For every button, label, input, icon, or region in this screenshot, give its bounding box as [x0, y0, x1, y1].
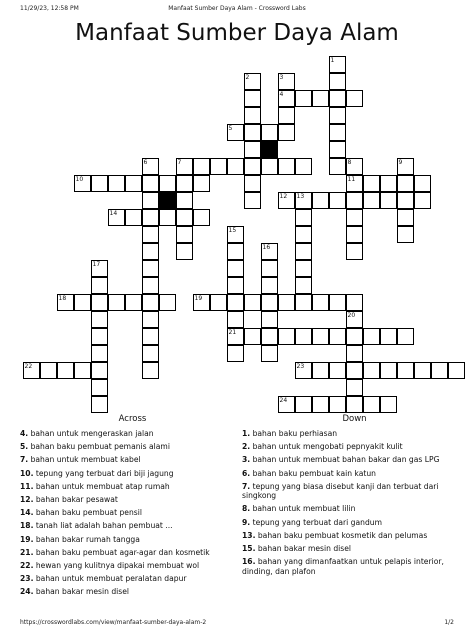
across-clue	[20, 482, 245, 492]
grid-cell[interactable]	[278, 328, 295, 345]
grid-cell[interactable]	[227, 124, 244, 141]
cell-number: 11	[347, 175, 356, 183]
print-page-number: 1/2	[444, 619, 454, 626]
grid-cell[interactable]	[346, 158, 363, 175]
grid-cell[interactable]	[227, 311, 244, 328]
grid-cell[interactable]	[244, 141, 261, 158]
grid-cell[interactable]	[91, 311, 108, 328]
grid-cell[interactable]	[244, 73, 261, 90]
across-clues	[20, 414, 245, 600]
across-clue	[20, 508, 245, 518]
grid-cell[interactable]	[176, 209, 193, 226]
grid-cell[interactable]	[278, 73, 295, 90]
grid-cell[interactable]	[295, 90, 312, 107]
grid-cell[interactable]	[312, 294, 329, 311]
grid-cell[interactable]	[346, 362, 363, 379]
grid-cell[interactable]	[91, 345, 108, 362]
across-clue	[20, 442, 245, 452]
down-clue	[242, 504, 467, 514]
cell-number: 10	[75, 175, 84, 183]
grid-cell[interactable]	[227, 260, 244, 277]
clue-text: bahan baku pembuat kosmetik dan pelumas	[255, 530, 428, 540]
across-clue	[20, 469, 245, 479]
grid-cell[interactable]	[295, 362, 312, 379]
across-clue	[20, 561, 245, 571]
grid-cell[interactable]	[329, 73, 346, 90]
grid-cell[interactable]	[397, 158, 414, 175]
grid-block	[159, 192, 176, 209]
cell-number: 16	[262, 243, 271, 251]
grid-cell[interactable]	[431, 362, 448, 379]
grid-cell[interactable]	[40, 362, 57, 379]
grid-cell[interactable]	[295, 158, 312, 175]
grid-cell[interactable]	[363, 396, 380, 413]
cell-number: 17	[92, 260, 101, 268]
grid-cell[interactable]	[125, 209, 142, 226]
puzzle-title: Manfaat Sumber Daya Alam	[75, 20, 399, 46]
grid-cell[interactable]	[278, 124, 295, 141]
clue-text: bahan baku pembuat kain katun	[250, 468, 376, 478]
clue-text: hewan yang kulitnya dipakai membuat wol	[33, 560, 200, 570]
grid-cell[interactable]	[329, 158, 346, 175]
clue-number: 4.	[20, 429, 29, 438]
grid-cell[interactable]	[278, 396, 295, 413]
grid-cell[interactable]	[193, 209, 210, 226]
grid-cell[interactable]	[329, 192, 346, 209]
across-clue	[20, 455, 245, 465]
clue-text: bahan untuk membuat peralatan dapur	[33, 574, 187, 584]
grid-cell[interactable]	[363, 362, 380, 379]
cell-number: 7	[177, 158, 182, 166]
grid-cell[interactable]	[346, 294, 363, 311]
grid-cell[interactable]	[312, 362, 329, 379]
down-clue	[242, 442, 467, 452]
grid-cell[interactable]	[142, 158, 159, 175]
down-clue	[242, 544, 467, 554]
grid-cell[interactable]	[329, 362, 346, 379]
grid-cell[interactable]	[142, 226, 159, 243]
grid-cell[interactable]	[142, 362, 159, 379]
cell-number: 4	[279, 90, 284, 98]
grid-cell[interactable]	[244, 90, 261, 107]
grid-cell[interactable]	[108, 294, 125, 311]
cell-number: 14	[109, 209, 118, 217]
clue-number: 15.	[242, 544, 256, 553]
grid-cell[interactable]	[108, 175, 125, 192]
grid-cell[interactable]	[176, 192, 193, 209]
grid-cell[interactable]	[295, 277, 312, 294]
down-clue	[242, 455, 467, 465]
grid-cell[interactable]	[142, 209, 159, 226]
across-clue	[20, 574, 245, 584]
grid-cell[interactable]	[346, 243, 363, 260]
grid-cell[interactable]	[397, 226, 414, 243]
grid-cell[interactable]	[142, 260, 159, 277]
grid-cell[interactable]	[91, 379, 108, 396]
grid-cell[interactable]	[329, 294, 346, 311]
down-heading: Down	[342, 414, 367, 424]
grid-cell[interactable]	[261, 294, 278, 311]
grid-cell[interactable]	[142, 311, 159, 328]
clue-text: tepung yang biasa disebut kanji dan terbuat dari singkong	[242, 481, 439, 501]
clue-text: bahan baku perhiasan	[250, 429, 338, 438]
across-clue	[20, 429, 245, 439]
grid-cell[interactable]	[261, 158, 278, 175]
down-clue	[242, 469, 467, 479]
grid-cell[interactable]	[91, 294, 108, 311]
clue-text: bahan bakar mesin disel	[255, 544, 351, 553]
cell-number: 6	[143, 158, 148, 166]
grid-cell[interactable]	[91, 328, 108, 345]
grid-cell[interactable]	[346, 345, 363, 362]
grid-cell[interactable]	[312, 396, 329, 413]
clue-number: 19.	[20, 534, 34, 544]
grid-cell[interactable]	[346, 311, 363, 328]
grid-cell[interactable]	[227, 294, 244, 311]
clue-text: bahan untuk membuat atap rumah	[33, 481, 170, 491]
grid-cell[interactable]	[329, 90, 346, 107]
grid-cell[interactable]	[210, 294, 227, 311]
grid-cell[interactable]	[91, 175, 108, 192]
down-clue	[242, 482, 467, 501]
clue-number: 9.	[242, 517, 251, 527]
clue-text: bahan untuk membuat lilin	[250, 504, 356, 514]
grid-cell[interactable]	[295, 192, 312, 209]
grid-cell[interactable]	[125, 175, 142, 192]
grid-cell[interactable]	[159, 294, 176, 311]
grid-cell[interactable]	[346, 90, 363, 107]
cell-number: 1	[330, 56, 335, 64]
grid-cell[interactable]	[261, 243, 278, 260]
grid-cell[interactable]	[295, 260, 312, 277]
grid-cell[interactable]	[227, 328, 244, 345]
across-clue	[20, 535, 245, 545]
cell-number: 2	[245, 73, 250, 81]
across-heading: Across	[118, 414, 147, 424]
clue-number: 21.	[20, 547, 34, 557]
clue-text: bahan untuk mengeraskan jalan	[28, 429, 154, 438]
grid-cell[interactable]	[397, 328, 414, 345]
cell-number: 3	[279, 73, 284, 81]
grid-cell[interactable]	[244, 124, 261, 141]
grid-cell[interactable]	[397, 209, 414, 226]
grid-cell[interactable]	[244, 294, 261, 311]
clue-number: 7.	[20, 455, 29, 465]
grid-cell[interactable]	[176, 175, 193, 192]
across-clue	[20, 587, 245, 597]
grid-cell[interactable]	[363, 175, 380, 192]
clue-number: 12.	[20, 494, 34, 504]
across-clue	[20, 495, 245, 505]
grid-cell[interactable]	[227, 277, 244, 294]
grid-cell[interactable]	[329, 56, 346, 73]
grid-cell[interactable]	[346, 175, 363, 192]
grid-cell[interactable]	[244, 158, 261, 175]
clue-text: bahan bakar mesin disel	[33, 587, 129, 597]
cell-number: 22	[24, 362, 33, 370]
down-clue	[242, 531, 467, 541]
clue-number: 5.	[20, 442, 29, 452]
grid-cell[interactable]	[176, 158, 193, 175]
grid-cell[interactable]	[346, 209, 363, 226]
grid-cell[interactable]	[227, 226, 244, 243]
clue-number: 24.	[20, 587, 34, 597]
cell-number: 8	[347, 158, 352, 166]
down-clue	[242, 429, 467, 439]
clue-text: bahan bakar rumah tangga	[33, 534, 140, 544]
clue-text: bahan bakar pesawat	[33, 494, 118, 504]
clue-text: bahan untuk mengobati pepnyakit kulit	[250, 442, 403, 452]
clue-text: bahan baku pembuat pemanis alami	[28, 442, 170, 452]
cell-number: 15	[228, 226, 237, 234]
grid-cell[interactable]	[210, 158, 227, 175]
grid-cell[interactable]	[380, 396, 397, 413]
across-clue	[20, 521, 245, 531]
grid-cell[interactable]	[176, 243, 193, 260]
grid-cell[interactable]	[261, 345, 278, 362]
clue-number: 16.	[242, 557, 256, 567]
print-url: https://crosswordlabs.com/view/manfaat-sumber-daya-alam-2	[20, 619, 207, 626]
grid-cell[interactable]	[108, 209, 125, 226]
cell-number: 24	[279, 396, 288, 404]
cell-number: 23	[296, 362, 305, 370]
clue-number: 18.	[20, 521, 34, 531]
clue-text: tepung yang terbuat dari biji jagung	[33, 468, 174, 478]
grid-cell[interactable]	[142, 328, 159, 345]
grid-cell[interactable]	[448, 362, 465, 379]
grid-cell[interactable]	[380, 175, 397, 192]
grid-cell[interactable]	[329, 396, 346, 413]
grid-cell[interactable]	[380, 192, 397, 209]
clue-text: bahan untuk membuat kabel	[28, 455, 141, 465]
cell-number: 19	[194, 294, 203, 302]
clue-text: bahan untuk membuat bahan bakar dan gas LPG	[250, 455, 440, 465]
grid-cell[interactable]	[295, 396, 312, 413]
grid-cell[interactable]	[193, 158, 210, 175]
grid-cell[interactable]	[278, 158, 295, 175]
print-page-title: Manfaat Sumber Daya Alam - Crossword Labs	[168, 5, 306, 12]
clue-number: 6.	[242, 468, 251, 478]
grid-cell[interactable]	[414, 362, 431, 379]
clue-text: bahan baku pembuat pensil	[33, 508, 142, 518]
clue-number: 8.	[242, 504, 251, 514]
grid-cell[interactable]	[346, 192, 363, 209]
clue-number: 10.	[20, 468, 34, 478]
cell-number: 20	[347, 311, 356, 319]
grid-cell[interactable]	[380, 362, 397, 379]
clue-number: 14.	[20, 508, 34, 518]
grid-cell[interactable]	[312, 90, 329, 107]
grid-cell[interactable]	[329, 328, 346, 345]
grid-cell[interactable]	[244, 107, 261, 124]
grid-cell[interactable]	[244, 175, 261, 192]
grid-cell[interactable]	[159, 175, 176, 192]
down-clue	[242, 518, 467, 528]
grid-cell[interactable]	[244, 192, 261, 209]
grid-cell[interactable]	[278, 90, 295, 107]
clue-number: 1.	[242, 429, 251, 438]
grid-cell[interactable]	[397, 192, 414, 209]
across-clue	[20, 548, 245, 558]
grid-cell[interactable]	[74, 294, 91, 311]
clue-number: 13.	[242, 530, 256, 540]
grid-cell[interactable]	[295, 294, 312, 311]
grid-cell[interactable]	[91, 396, 108, 413]
grid-cell[interactable]	[363, 328, 380, 345]
grid-cell[interactable]	[278, 294, 295, 311]
print-datetime: 11/29/23, 12:58 PM	[20, 5, 79, 12]
grid-cell[interactable]	[414, 175, 431, 192]
grid-cell[interactable]	[278, 192, 295, 209]
clue-number: 23.	[20, 574, 34, 584]
grid-cell[interactable]	[74, 362, 91, 379]
grid-cell[interactable]	[397, 362, 414, 379]
grid-cell[interactable]	[380, 328, 397, 345]
grid-cell[interactable]	[312, 192, 329, 209]
grid-cell[interactable]	[227, 243, 244, 260]
grid-cell[interactable]	[346, 328, 363, 345]
cell-number: 12	[279, 192, 288, 200]
grid-cell[interactable]	[261, 124, 278, 141]
grid-cell[interactable]	[57, 294, 74, 311]
cell-number: 21	[228, 328, 237, 336]
grid-cell[interactable]	[329, 124, 346, 141]
grid-cell[interactable]	[295, 328, 312, 345]
clue-text: tanah liat adalah bahan pembuat ...	[33, 521, 173, 531]
grid-cell[interactable]	[261, 277, 278, 294]
grid-cell[interactable]	[142, 345, 159, 362]
grid-cell[interactable]	[346, 379, 363, 396]
grid-cell[interactable]	[346, 226, 363, 243]
grid-cell[interactable]	[295, 209, 312, 226]
grid-cell[interactable]	[227, 158, 244, 175]
grid-cell[interactable]	[329, 107, 346, 124]
grid-block	[261, 141, 278, 158]
cell-number: 5	[228, 124, 233, 132]
grid-cell[interactable]	[295, 226, 312, 243]
cell-number: 18	[58, 294, 67, 302]
grid-cell[interactable]	[261, 311, 278, 328]
grid-cell[interactable]	[142, 243, 159, 260]
grid-cell[interactable]	[57, 362, 74, 379]
grid-cell[interactable]	[142, 175, 159, 192]
grid-cell[interactable]	[329, 141, 346, 158]
grid-cell[interactable]	[142, 294, 159, 311]
clue-text: bahan yang dimanfaatkan untuk pelapis interior, dinding, dan plafon	[242, 557, 444, 576]
grid-cell[interactable]	[91, 260, 108, 277]
grid-cell[interactable]	[363, 192, 380, 209]
grid-cell[interactable]	[142, 192, 159, 209]
grid-cell[interactable]	[159, 209, 176, 226]
clue-number: 22.	[20, 560, 34, 570]
clue-number: 2.	[242, 442, 251, 452]
grid-cell[interactable]	[176, 226, 193, 243]
grid-cell[interactable]	[295, 243, 312, 260]
cell-number: 9	[398, 158, 403, 166]
down-clues	[242, 414, 467, 580]
grid-cell[interactable]	[91, 362, 108, 379]
grid-cell[interactable]	[312, 328, 329, 345]
grid-cell[interactable]	[23, 362, 40, 379]
grid-cell[interactable]	[74, 175, 91, 192]
down-clue	[242, 557, 467, 576]
grid-cell[interactable]	[397, 175, 414, 192]
clue-number: 7.	[242, 481, 251, 491]
clue-text: tepung yang terbuat dari gandum	[250, 517, 382, 527]
grid-cell[interactable]	[261, 328, 278, 345]
grid-cell[interactable]	[91, 277, 108, 294]
grid-cell[interactable]	[278, 107, 295, 124]
grid-cell[interactable]	[414, 192, 431, 209]
grid-cell[interactable]	[244, 328, 261, 345]
grid-cell[interactable]	[261, 260, 278, 277]
clue-number: 11.	[20, 481, 34, 491]
clue-text: bahan baku pembuat agar-agar dan kosmetik	[33, 547, 210, 557]
grid-cell[interactable]	[346, 396, 363, 413]
grid-cell[interactable]	[142, 277, 159, 294]
grid-cell[interactable]	[227, 345, 244, 362]
grid-cell[interactable]	[193, 294, 210, 311]
cell-number: 13	[296, 192, 305, 200]
grid-cell[interactable]	[125, 294, 142, 311]
clue-number: 3.	[242, 455, 251, 465]
grid-cell[interactable]	[193, 175, 210, 192]
